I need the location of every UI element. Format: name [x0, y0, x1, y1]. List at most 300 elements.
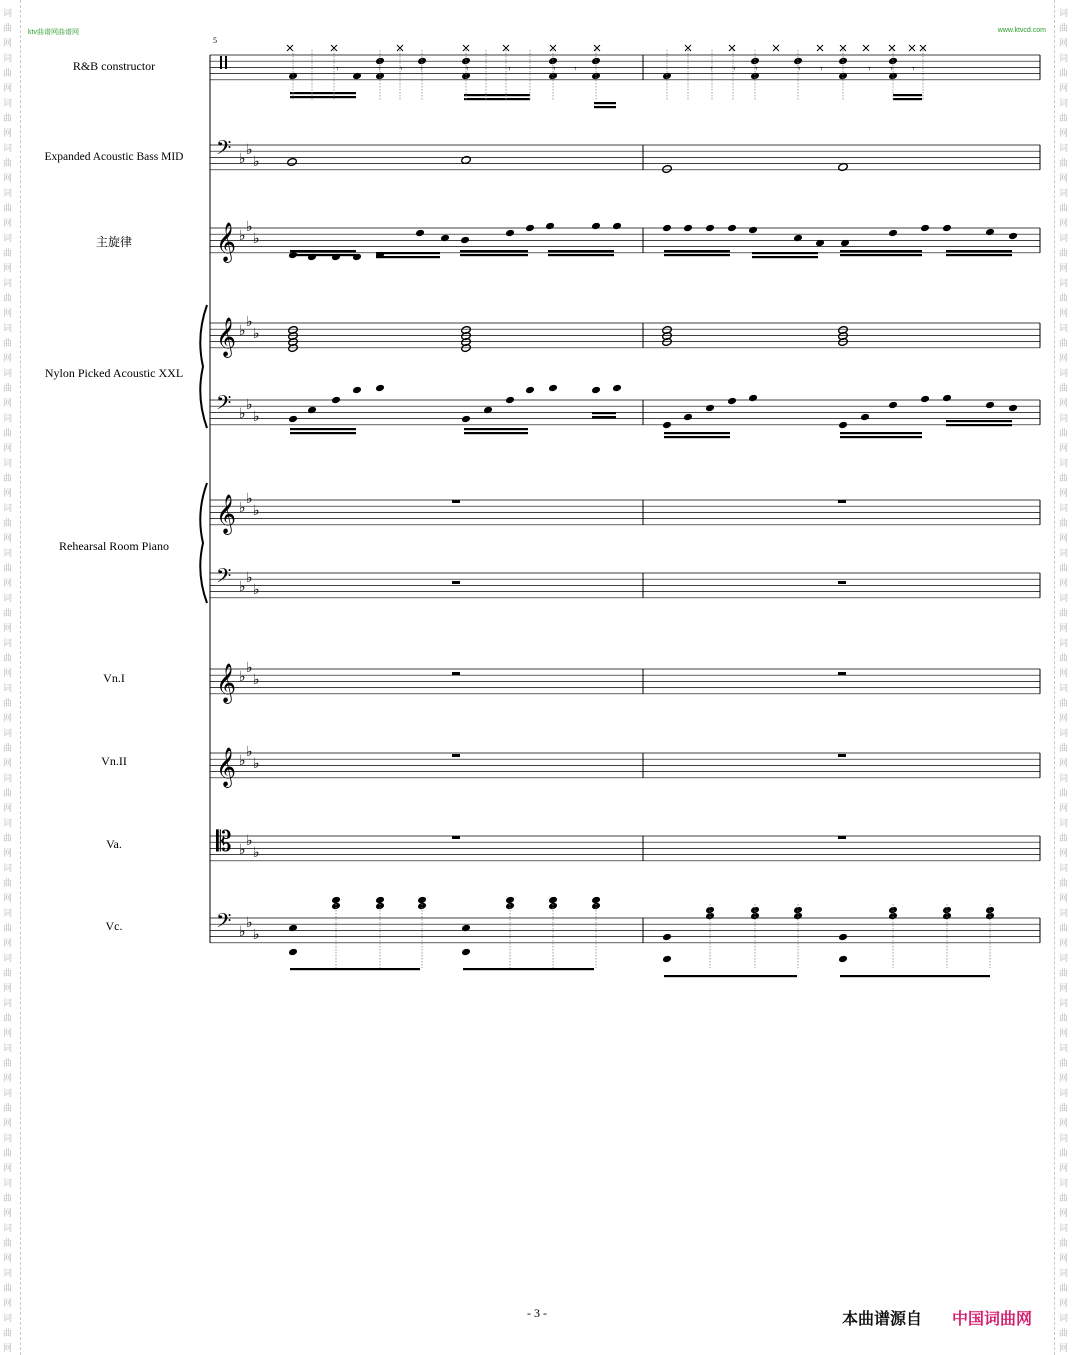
watermark-char: 网	[1059, 398, 1069, 408]
notehead	[288, 72, 298, 81]
watermark-char: 网	[1059, 1208, 1069, 1218]
half-rest	[452, 836, 460, 839]
notehead	[985, 228, 995, 237]
notehead	[505, 396, 515, 405]
watermark-char: 曲	[1059, 1193, 1069, 1203]
watermark-char: 词	[3, 863, 13, 873]
notehead	[705, 404, 715, 413]
watermark-char: 网	[1059, 353, 1069, 363]
notehead	[838, 57, 848, 66]
watermark-char: 曲	[1059, 1013, 1069, 1023]
watermark-char: 网	[1059, 1073, 1069, 1083]
instrument-name-rb-constructor: R&B constructor	[72, 59, 156, 73]
treble-clef: 𝄞	[216, 663, 237, 703]
watermark-char: 曲	[3, 788, 13, 798]
bass-clef: 𝄢	[216, 564, 232, 592]
watermark-char: 词	[1059, 1223, 1069, 1233]
watermark-char: 词	[3, 1043, 13, 1053]
notehead	[375, 902, 385, 911]
beam	[464, 428, 528, 430]
instrument-name-viola: Va.	[106, 837, 122, 851]
watermark-char: 网	[3, 758, 13, 768]
notehead	[942, 224, 952, 233]
sixteenth-rest: 𝄾	[798, 64, 801, 75]
notehead	[727, 397, 737, 406]
bass-clef: 𝄢	[216, 391, 232, 419]
watermark-char: 词	[3, 683, 13, 693]
instrument-name-violin-1: Vn.I	[103, 671, 125, 685]
watermark-char: 曲	[3, 23, 13, 33]
watermark-char: 词	[1059, 548, 1069, 558]
watermark-char: 曲	[3, 1283, 13, 1293]
notehead	[1008, 404, 1018, 413]
key-flat: ♭	[246, 491, 253, 507]
beam	[752, 256, 818, 258]
beam	[460, 254, 528, 256]
watermark-char: 词	[3, 593, 13, 603]
key-flat: ♭	[239, 151, 246, 167]
watermark-char: 曲	[1059, 698, 1069, 708]
watermark-char: 曲	[3, 833, 13, 843]
watermark-char: 网	[3, 353, 13, 363]
notehead	[352, 72, 362, 81]
watermark-char: 网	[3, 1253, 13, 1263]
beam	[664, 254, 730, 256]
watermark-char: 词	[3, 458, 13, 468]
sixteenth-rest: 𝄾	[400, 64, 403, 75]
percussion-clef	[225, 56, 227, 69]
key-flat: ♭	[239, 500, 246, 516]
beam	[946, 250, 1012, 252]
watermark-char: 曲	[1059, 1328, 1069, 1338]
key-flat: ♭	[239, 406, 246, 422]
half-rest	[452, 672, 460, 675]
notehead	[860, 413, 870, 422]
beam	[548, 254, 614, 256]
half-rest	[452, 581, 460, 584]
notehead	[591, 902, 601, 911]
watermark-char: 曲	[1059, 1283, 1069, 1293]
sixteenth-rest: 𝄾	[508, 64, 511, 75]
watermark-char: 词	[1059, 98, 1069, 108]
watermark-char: 网	[3, 218, 13, 228]
sixteenth-rest: 𝄾	[336, 64, 339, 75]
key-flat: ♭	[239, 579, 246, 595]
watermark-char: 网	[1059, 848, 1069, 858]
page-number: - 3 -	[527, 1306, 547, 1320]
watermark-char: 网	[3, 623, 13, 633]
instrument-name-piano: Rehearsal Room Piano	[59, 539, 169, 553]
beam	[946, 424, 1012, 426]
brace-nylon	[200, 305, 207, 428]
watermark-char: 词	[1059, 1133, 1069, 1143]
cymbal-notehead	[889, 45, 895, 51]
watermark-char: 曲	[3, 968, 13, 978]
notehead	[840, 239, 850, 248]
notehead	[525, 224, 535, 233]
beam	[664, 975, 797, 977]
watermark-char: 词	[3, 638, 13, 648]
watermark-char: 网	[3, 578, 13, 588]
key-flat: ♭	[253, 154, 260, 170]
sixteenth-rest: 𝄾	[574, 64, 577, 75]
bass-clef: 𝄢	[216, 136, 232, 164]
watermark-char: 词	[1059, 728, 1069, 738]
watermark-char: 网	[1059, 803, 1069, 813]
watermark-char: 曲	[1059, 788, 1069, 798]
brace-piano	[200, 483, 207, 603]
watermark-char: 词	[3, 278, 13, 288]
watermark-char: 曲	[3, 473, 13, 483]
half-rest	[838, 836, 846, 839]
half-notehead	[461, 155, 472, 164]
sixteenth-rest: 𝄾	[420, 64, 423, 75]
watermark-char: 词	[3, 1133, 13, 1143]
beam	[594, 102, 616, 104]
beam	[290, 428, 356, 430]
watermark-char: 曲	[1059, 923, 1069, 933]
beam	[946, 420, 1012, 422]
beam	[548, 250, 614, 252]
watermark-char: 曲	[3, 1013, 13, 1023]
instrument-name-melody: 主旋律	[95, 235, 132, 249]
watermark-char: 曲	[1059, 518, 1069, 528]
instrument-name-bass: Expanded Acoustic Bass MID	[44, 151, 184, 163]
watermark-char: 网	[1059, 533, 1069, 543]
beam	[290, 968, 420, 970]
beam	[460, 250, 528, 252]
key-flat: ♭	[246, 142, 253, 158]
notehead	[748, 394, 758, 403]
notehead	[483, 406, 493, 415]
beam	[946, 254, 1012, 256]
watermark-char: 曲	[3, 1103, 13, 1113]
watermark-char: 网	[3, 668, 13, 678]
watermark-char: 曲	[3, 1148, 13, 1158]
treble-clef: 𝄞	[216, 747, 237, 787]
notehead	[461, 924, 471, 933]
sixteenth-rest: 𝄾	[553, 64, 556, 75]
beam	[290, 92, 356, 94]
sixteenth-rest: 𝄾	[890, 64, 893, 75]
watermark-char: 曲	[3, 248, 13, 258]
key-flat: ♭	[246, 570, 253, 586]
cymbal-notehead	[909, 45, 915, 51]
notehead	[591, 57, 601, 66]
notehead	[838, 955, 848, 964]
notehead	[415, 229, 425, 238]
watermark-char: 曲	[1059, 113, 1069, 123]
watermark-char: 网	[1059, 668, 1069, 678]
cymbal-notehead	[287, 45, 293, 51]
watermark-char: 词	[3, 1313, 13, 1323]
watermark-char: 曲	[3, 158, 13, 168]
watermark-char: 词	[1059, 368, 1069, 378]
watermark-char: 曲	[3, 338, 13, 348]
watermark-char: 曲	[1059, 248, 1069, 258]
watermark-char: 网	[3, 488, 13, 498]
beam	[464, 98, 530, 100]
watermark-char: 词	[1059, 773, 1069, 783]
notehead	[920, 224, 930, 233]
notehead	[288, 924, 298, 933]
watermark-char: 词	[1059, 8, 1069, 18]
watermark-char: 网	[3, 848, 13, 858]
watermark-char: 曲	[1059, 653, 1069, 663]
key-flat: ♭	[253, 409, 260, 425]
watermark-char: 网	[3, 398, 13, 408]
key-flat: ♭	[253, 503, 260, 519]
key-flat: ♭	[246, 915, 253, 931]
watermark-char: 曲	[3, 698, 13, 708]
key-flat: ♭	[246, 314, 253, 330]
watermark-char: 曲	[3, 608, 13, 618]
key-flat: ♭	[253, 845, 260, 861]
key-flat: ♭	[239, 323, 246, 339]
notehead	[461, 415, 471, 424]
notehead	[838, 933, 848, 942]
notehead	[505, 229, 515, 238]
watermark-char: 词	[1059, 323, 1069, 333]
notehead	[331, 396, 341, 405]
beam	[664, 436, 730, 438]
alto-clef: 𝄡	[216, 825, 232, 858]
watermark-char: 曲	[3, 428, 13, 438]
watermark-char: 词	[3, 1088, 13, 1098]
watermark-char: 词	[1059, 1178, 1069, 1188]
watermark-char: 词	[3, 53, 13, 63]
watermark-char: 曲	[1059, 608, 1069, 618]
notehead	[727, 224, 737, 233]
watermark-char: 词	[3, 548, 13, 558]
watermark-char: 曲	[3, 653, 13, 663]
watermark-char: 词	[3, 98, 13, 108]
watermark-char: 网	[3, 1118, 13, 1128]
watermark-char: 网	[3, 308, 13, 318]
beam	[376, 252, 440, 254]
notehead	[662, 955, 672, 964]
beam	[840, 432, 922, 434]
key-flat: ♭	[246, 744, 253, 760]
watermark-char: 网	[1059, 263, 1069, 273]
beam	[840, 436, 922, 438]
watermark-char: 网	[1059, 1343, 1069, 1353]
watermark-char: 曲	[1059, 68, 1069, 78]
watermark-char: 曲	[1059, 473, 1069, 483]
watermark-char: 网	[1059, 1118, 1069, 1128]
watermark-char: 网	[1059, 443, 1069, 453]
watermark-char: 网	[1059, 1028, 1069, 1038]
watermark-char: 网	[3, 38, 13, 48]
watermark-char: 词	[1059, 458, 1069, 468]
half-rest	[838, 500, 846, 503]
watermark-char: 曲	[1059, 1103, 1069, 1113]
watermark-char: 网	[1059, 983, 1069, 993]
key-flat: ♭	[239, 228, 246, 244]
watermark-char: 词	[3, 953, 13, 963]
watermark-char: 词	[3, 908, 13, 918]
treble-clef: 𝄞	[216, 494, 237, 534]
beam	[592, 416, 616, 418]
watermark-char: 词	[1059, 233, 1069, 243]
watermark-char: 词	[1059, 818, 1069, 828]
watermark-char: 网	[3, 983, 13, 993]
watermark-char: 曲	[3, 563, 13, 573]
beam	[594, 106, 616, 108]
beam	[290, 254, 356, 256]
notehead	[545, 222, 555, 231]
half-rest	[452, 754, 460, 757]
watermark-char: 曲	[3, 743, 13, 753]
watermark-char: 网	[3, 83, 13, 93]
notehead	[591, 72, 601, 81]
watermark-char: 曲	[3, 1193, 13, 1203]
watermark-char: 网	[3, 1073, 13, 1083]
notehead	[748, 226, 758, 235]
watermark-char: 曲	[1059, 383, 1069, 393]
notehead	[288, 415, 298, 424]
half-rest	[838, 581, 846, 584]
notehead	[815, 239, 825, 248]
instrument-name-nylon-guitar: Nylon Picked Acoustic XXL	[44, 366, 184, 380]
notehead	[417, 902, 427, 911]
footer-source-site[interactable]: 中国词曲网	[952, 1309, 1033, 1328]
key-flat: ♭	[246, 833, 253, 849]
key-flat: ♭	[239, 924, 246, 940]
beam	[893, 94, 922, 96]
watermark-char: 曲	[3, 293, 13, 303]
notehead	[662, 933, 672, 942]
notehead	[662, 421, 672, 430]
sixteenth-rest: 𝄾	[820, 64, 823, 75]
notehead	[591, 386, 601, 395]
watermark-char: 词	[3, 233, 13, 243]
watermark-char: 词	[1059, 908, 1069, 918]
watermark-char: 曲	[1059, 158, 1069, 168]
watermark-char: 词	[3, 1223, 13, 1233]
beam	[290, 432, 356, 434]
watermark-char: 词	[3, 998, 13, 1008]
watermark-char: 词	[3, 1268, 13, 1278]
notehead	[705, 224, 715, 233]
watermark-char: 网	[1059, 83, 1069, 93]
notehead	[525, 386, 535, 395]
key-flat: ♭	[239, 669, 246, 685]
watermark-char: 词	[1059, 998, 1069, 1008]
watermark-char: 词	[3, 1178, 13, 1188]
watermark-char: 网	[1059, 173, 1069, 183]
key-flat: ♭	[253, 927, 260, 943]
watermark-char: 词	[3, 413, 13, 423]
key-flat: ♭	[246, 397, 253, 413]
sixteenth-rest: 𝄾	[733, 64, 736, 75]
half-rest	[452, 500, 460, 503]
watermark-char: 曲	[3, 203, 13, 213]
notehead	[683, 224, 693, 233]
watermark-char: 网	[1059, 1253, 1069, 1263]
sixteenth-rest: 𝄾	[466, 64, 469, 75]
watermark-char: 曲	[3, 1058, 13, 1068]
notehead	[548, 384, 558, 393]
watermark-char: 曲	[1059, 23, 1069, 33]
key-flat: ♭	[253, 231, 260, 247]
cymbal-notehead	[594, 45, 600, 51]
key-flat: ♭	[239, 753, 246, 769]
watermark-char: 词	[3, 773, 13, 783]
beam	[290, 250, 356, 252]
watermark-char: 网	[1059, 578, 1069, 588]
header-site-url[interactable]: www.ktvcd.com	[997, 27, 1046, 34]
key-flat: ♭	[253, 326, 260, 342]
beam	[664, 250, 730, 252]
watermark-char: 词	[3, 728, 13, 738]
notehead	[461, 948, 471, 957]
watermark-char: 网	[1059, 893, 1069, 903]
sixteenth-rest: 𝄾	[755, 64, 758, 75]
watermark-char: 曲	[3, 113, 13, 123]
half-notehead	[662, 164, 673, 173]
watermark-char: 曲	[1059, 1238, 1069, 1248]
header-site-name: ktv曲谱网曲谱网	[28, 29, 79, 36]
beam	[463, 968, 594, 970]
sixteenth-rest: 𝄾	[378, 64, 381, 75]
footer-source-label: 本曲谱源自	[842, 1309, 923, 1328]
half-rest	[838, 672, 846, 675]
half-rest	[838, 754, 846, 757]
watermark-char: 网	[3, 713, 13, 723]
watermark-char: 词	[1059, 143, 1069, 153]
beam	[290, 96, 356, 98]
notehead	[440, 234, 450, 243]
bass-clef: 𝄢	[216, 909, 232, 937]
sixteenth-rest: 𝄾	[912, 64, 915, 75]
watermark-char: 词	[3, 368, 13, 378]
beam	[840, 254, 922, 256]
watermark-char: 词	[1059, 953, 1069, 963]
watermark-char: 网	[1059, 38, 1069, 48]
notehead	[548, 902, 558, 911]
watermark-char: 词	[1059, 638, 1069, 648]
beam	[464, 94, 530, 96]
watermark-char: 曲	[1059, 743, 1069, 753]
instrument-name-cello: Vc.	[105, 919, 123, 933]
notehead	[307, 406, 317, 415]
cymbal-notehead	[817, 45, 823, 51]
watermark-char: 曲	[1059, 563, 1069, 573]
watermark-char: 曲	[3, 383, 13, 393]
watermark-char: 网	[1059, 488, 1069, 498]
cymbal-notehead	[773, 45, 779, 51]
watermark-char: 词	[1059, 413, 1069, 423]
notehead	[888, 401, 898, 410]
beam	[592, 412, 616, 414]
watermark-char: 网	[3, 263, 13, 273]
watermark-char: 曲	[1059, 833, 1069, 843]
watermark-char: 曲	[1059, 1058, 1069, 1068]
watermark-char: 网	[3, 938, 13, 948]
watermark-char: 词	[3, 503, 13, 513]
watermark-char: 曲	[3, 923, 13, 933]
watermark-char: 词	[1059, 1313, 1069, 1323]
notehead	[920, 395, 930, 404]
watermark-char: 曲	[1059, 203, 1069, 213]
key-flat: ♭	[253, 756, 260, 772]
watermark-char: 网	[1059, 713, 1069, 723]
notehead	[375, 384, 385, 393]
notehead	[288, 948, 298, 957]
treble-clef: 𝄞	[216, 222, 237, 262]
key-flat: ♭	[246, 660, 253, 676]
